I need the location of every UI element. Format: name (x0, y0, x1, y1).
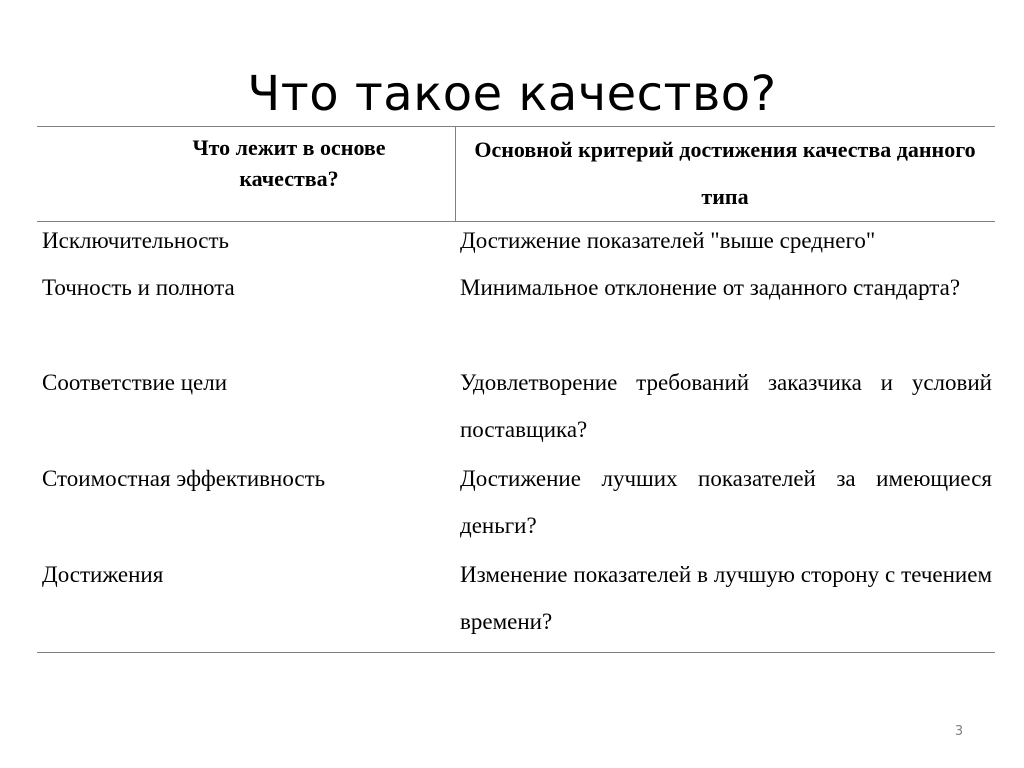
row-criterion-cell: Минимальное отклонение от заданного стандарта? (460, 275, 961, 300)
row-basis-cell: Исключительность (42, 228, 230, 253)
row-criterion-cell: Изменение показателей в лучшую сторону с течением времени? (460, 562, 992, 634)
row-criterion-cell: Удовлетворение требований заказчика и условий поставщика? (460, 370, 992, 442)
slide-title: Что такое качество? (247, 66, 777, 122)
table-bottom-border (37, 652, 995, 653)
row-basis-cell: Точность и полнота (42, 275, 235, 300)
row-criterion-cell: Достижение лучших показателей за имеющиеся деньги? (460, 466, 992, 538)
row-basis-cell: Достижения (42, 562, 164, 587)
row-criterion-cell: Достижение показателей "выше среднего" (460, 228, 876, 253)
header-cell-criterion: Основной критерий достижения качества данного типа (474, 137, 976, 209)
row-basis-cell: Стоимостная эффективность (42, 466, 326, 491)
header-column-divider (455, 126, 456, 222)
header-cell-basis: Что лежит в основе качества? (192, 135, 386, 191)
row-basis-cell: Соответствие цели (42, 370, 228, 395)
page-number: 3 (954, 724, 964, 739)
